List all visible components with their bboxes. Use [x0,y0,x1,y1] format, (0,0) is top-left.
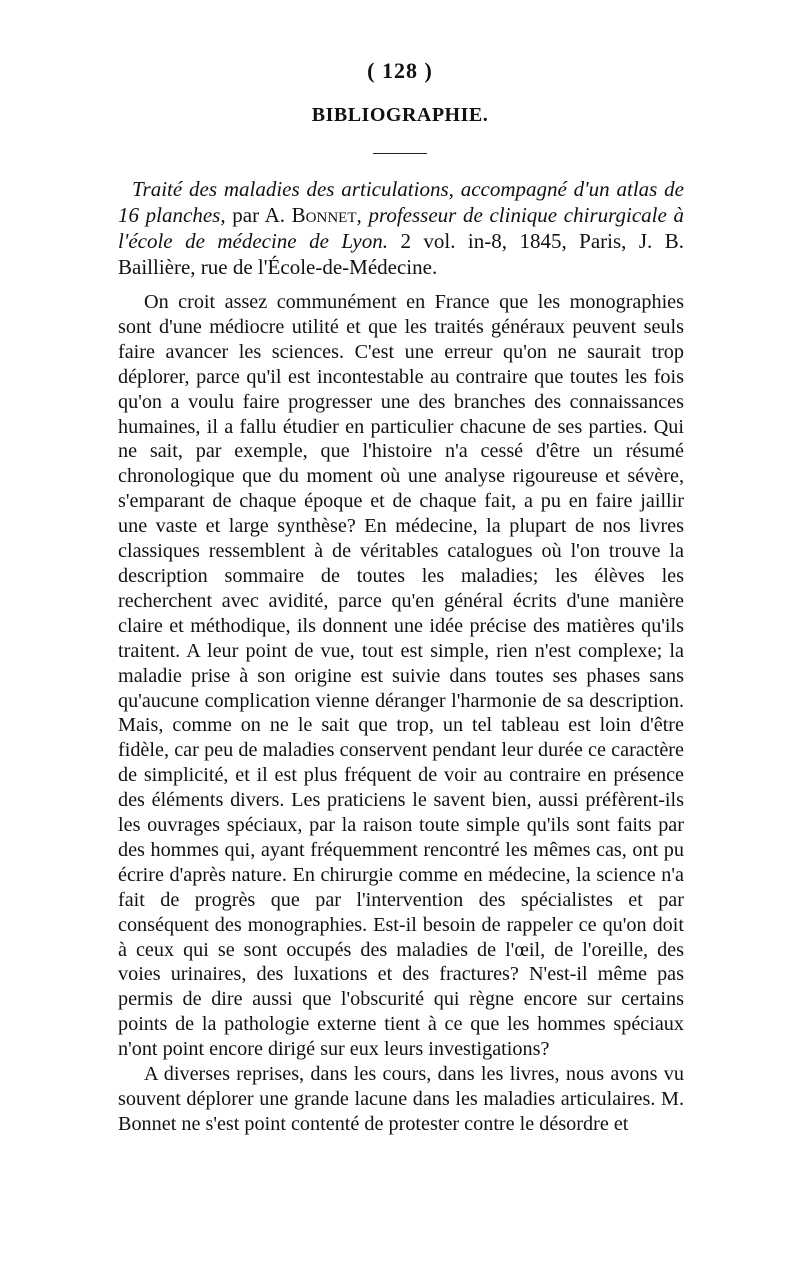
book-title: Traité des maladies des articulations, accompagné d'un atlas de 16 planches, [118,177,684,227]
author-title: professeur de clinique chirurgicale à l'école de médecine de Lyon. [118,203,685,253]
review-body [118,290,684,1137]
citation-comma: , [356,203,369,227]
divider-rule [373,153,427,154]
body-paragraph-1: On croit assez communément en France que les monographies sont d'une médiocre utilité et que les traités généraux peuvent seuls faire avancer les sciences. C'est une erreur qu'on ne saurait trop déplorer, parce qu'il est incontestable au contraire que toutes les fois qu'on a voulu faire progresser une des branches des connaissances humaines, il a fallu étudier en particulier chacune de ses parties. Qui ne sait, par exemple, que l'histoire n'a cessé d'être un résumé chronologique que du moment où une analyse rigoureuse et sévère, s'emparant de chaque époque et de chaque fait, a pu en faire jaillir une vaste et large synthèse? En médecine, la plupart de nos livres classiques ressemblent à de véritables catalogues où l'on trouve la description sommaire de toutes les maladies; les élèves les recherchent avec avidité, parce qu'en général écrits d'une manière claire et méthodique, ils donnent une idée précise des matières qu'ils traitent. A leur point de vue, tout est simple, rien n'est complexe; la maladie prise à son origine est suivie dans toutes ses phases sans qu'aucune complication vienne déranger l'harmonie de sa description. Mais, comme on ne le sait que trop, un tel tableau est loin d'être fidèle, car peu de maladies conservent pendant leur durée ce caractère de simplicité, et il est plus fréquent de voir au contraire en présence des éléments divers. Les praticiens le savent bien, aussi préfèrent-ils les ouvrages spéciaux, par la raison toute simple qu'ils sont faits par des hommes qui, ayant fréquemment rencontré les mêmes cas, ont pu écrire d'après nature. En chirurgie comme en médecine, la science n'a fait de progrès que par l'intervention des spécialistes et par conséquent des monographies. Est-il besoin de rappeler ce qu'on doit à ceux qui se sont occupés des maladies de l'œil, de l'oreille, des voies urinaires, des luxations et des fractures? N'est-il même pas permis de dire aussi que l'obscurité qui règne encore sur certains points de la pathologie externe tient à ce que les hommes spéciaux n'ont point encore dirigé sur eux leurs investigations? [118,291,684,1061]
book-author: Bonnet [291,203,357,227]
page-number: ( 128 ) [367,58,433,83]
body-paragraph-2: A diverses reprises, dans les cours, dans les livres, nous avons vu souvent déplorer une grande lacune dans les maladies articulaires. M. Bonnet ne s'est point contenté de protester contre le désordre et [118,1063,684,1135]
citation-par: par A. [225,203,292,227]
publication-details: 2 vol. in-8, 1845, Paris, J. B. Baillière, rue de l'École-de-Médecine. [118,229,684,279]
book-citation [118,176,684,280]
section-title: BIBLIOGRAPHIE. [311,104,489,126]
